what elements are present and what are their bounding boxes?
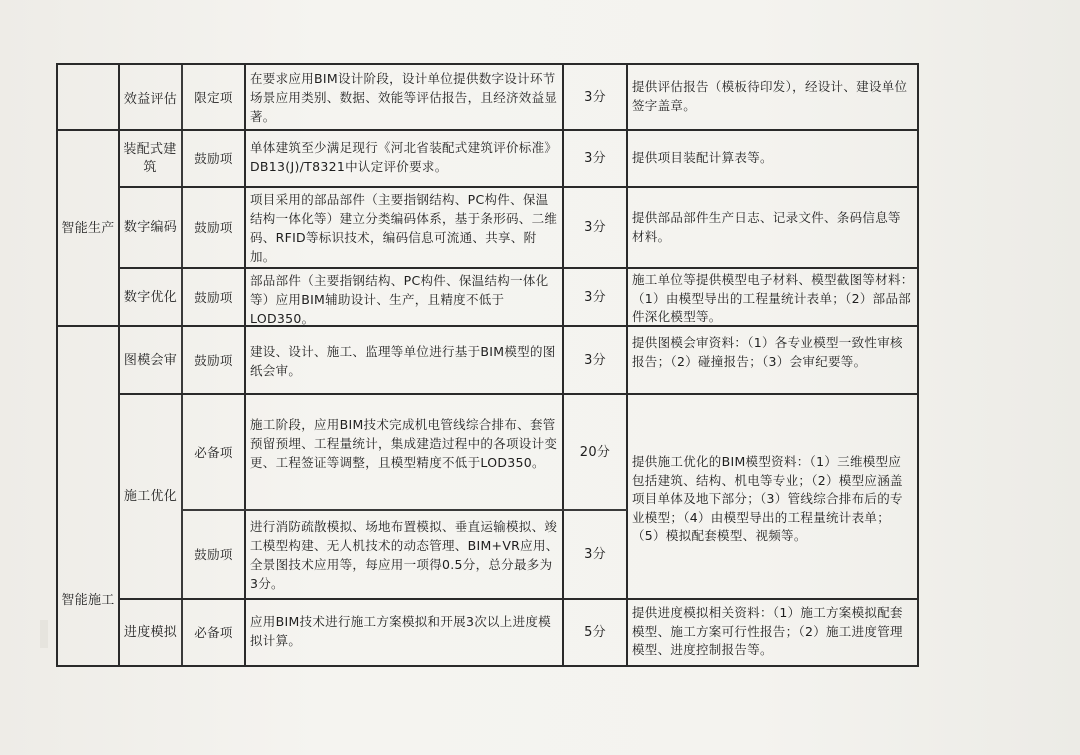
table-border-right: [917, 63, 919, 667]
requirement-cell: 在要求应用BIM设计阶段，设计单位提供数字设计环节场景应用类别、数据、效能等评估报告，且经济效益显著。: [250, 71, 558, 124]
item-cell: 图模会审: [123, 352, 178, 368]
type-cell: 鼓励项: [194, 220, 233, 235]
type-cell: 限定项: [194, 89, 233, 105]
requirement-cell: 部品部件（主要指钢结构、PC构件、保温结构一体化等）应用BIM辅助设计、生产，且精度不低于LOD350。: [250, 273, 549, 326]
material-cell: 提供部品部件生产日志、记录文件、条码信息等材料。: [632, 210, 901, 244]
requirement-cell: 应用BIM技术进行施工方案模拟和开展3次以上进度模拟计算。: [250, 614, 552, 648]
category-cell: 智能生产: [61, 220, 115, 236]
score-cell: 3分: [584, 151, 606, 166]
score-cell: 20分: [579, 444, 611, 460]
item-cell: 施工优化: [123, 489, 178, 504]
material-cell: 提供评估报告（模板待印发），经设计、建设单位签字盖章。: [632, 79, 908, 113]
material-cell: 提供图模会审资料：（1）各专业模型一致性审核报告；（2）碰撞报告；（3）会审纪要等。: [632, 335, 903, 369]
item-cell: 数字优化: [123, 289, 178, 305]
score-cell: 3分: [584, 547, 606, 562]
category-cell: 智能施工: [61, 592, 115, 608]
score-cell: 3分: [584, 89, 606, 105]
type-cell: 鼓励项: [194, 151, 233, 166]
requirement-cell: 施工阶段，应用BIM技术完成机电管线综合排布、套管预留预埋、工程量统计，集成建造过程中的各项设计变更、工程签证等调整，且模型精度不低于LOD350。: [250, 417, 558, 470]
type-cell: 鼓励项: [194, 547, 233, 562]
table-col-divider: [626, 63, 628, 667]
score-cell: 3分: [584, 352, 606, 368]
scan-artifact: [40, 620, 48, 648]
requirement-cell: 进行消防疏散模拟、场地布置模拟、垂直运输模拟、竣工模型构建、无人机技术的动态管理、BIM+VR应用、全景图技术应用等，每应用一项得0.5分，总分最多为3分。: [250, 519, 559, 591]
requirement-cell: 项目采用的部品部件（主要指钢结构、PC构件、保温结构一体化等）建立分类编码体系，基于条形码、二维码、RFID等标识技术，编码信息可流通、共享、附加。: [250, 192, 558, 264]
material-cell: 施工单位等提供模型电子材料、模型截图等材料：（1）由模型导出的工程量统计表单；（2）部品部件深化模型等。: [632, 272, 914, 324]
score-cell: 3分: [584, 220, 606, 235]
table-border-bottom: [56, 665, 919, 667]
score-cell: 3分: [584, 289, 606, 305]
item-cell: 数字编码: [123, 220, 178, 235]
item-cell: 效益评估: [123, 91, 178, 107]
item-cell: 进度模拟: [123, 625, 178, 640]
score-cell: 5分: [584, 625, 606, 640]
item-cell: 装配式建筑: [123, 141, 177, 175]
row-divider: [181, 509, 627, 511]
material-cell: 提供进度模拟相关资料：（1）施工方案模拟配套模型、施工方案可行性报告；（2）施工进度管理模型、进度控制报告等。: [632, 605, 903, 657]
type-cell: 鼓励项: [194, 352, 233, 368]
type-cell: 鼓励项: [194, 289, 233, 305]
requirement-cell: 建设、设计、施工、监理等单位进行基于BIM模型的图纸会审。: [250, 344, 556, 378]
table-col-divider: [244, 63, 246, 667]
material-cell: 提供项目装配计算表等。: [632, 150, 773, 166]
material-cell: 提供施工优化的BIM模型资料：（1）三维模型应包括建筑、结构、机电等专业；（2）模型应涵盖项目单体及地下部分；（3）管线综合排布后的专业模型；（4）由模型导出的工程量统计表单；（5）模拟配套模型、视频等。: [632, 454, 903, 543]
requirement-cell: 单体建筑至少满足现行《河北省装配式建筑评价标准》DB13(J)/T8321中认定评价要求。: [250, 140, 558, 174]
type-cell: 必备项: [194, 625, 233, 640]
type-cell: 必备项: [194, 444, 233, 460]
